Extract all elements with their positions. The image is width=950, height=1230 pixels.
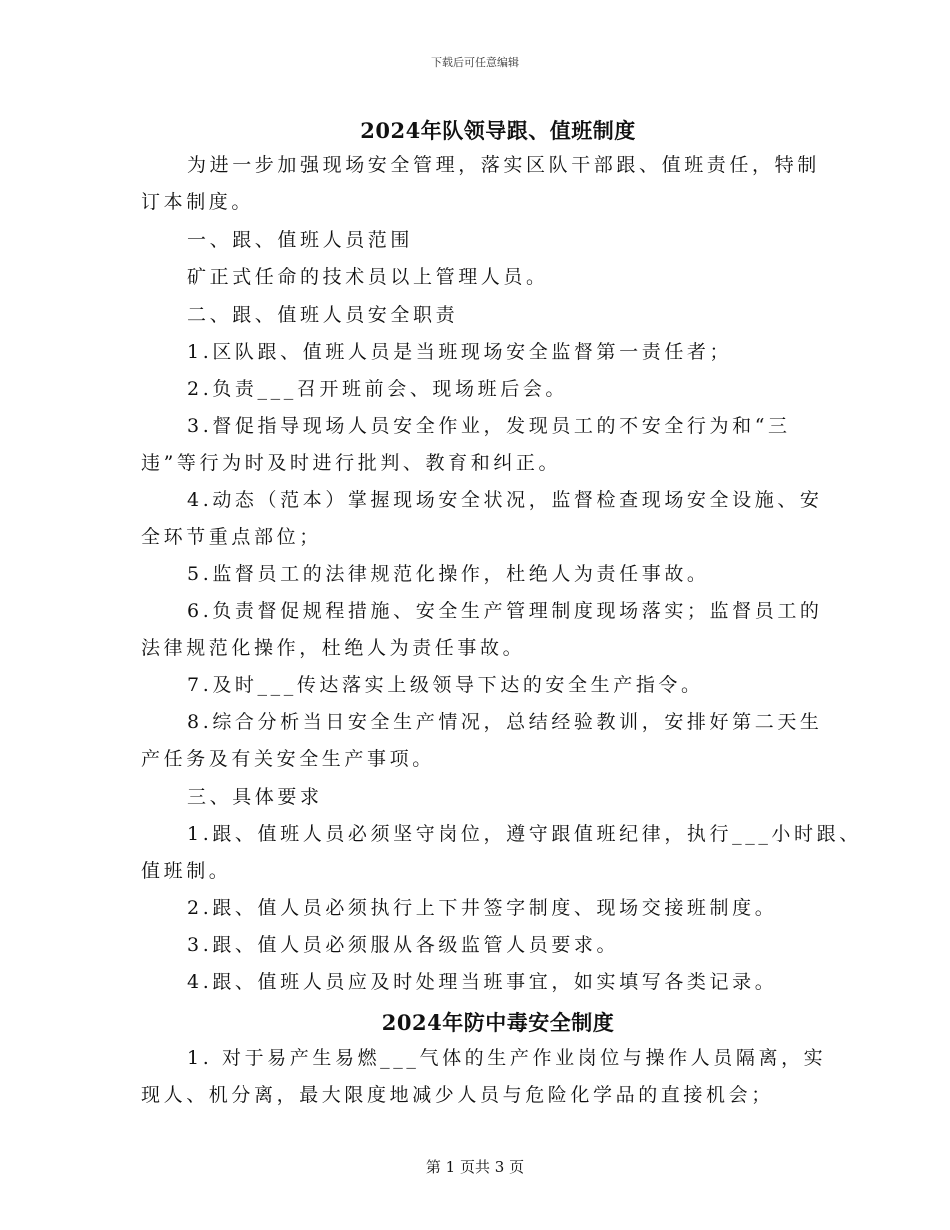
antipoison-item-1-line-1: 1. 对于易产生易燃___气体的生产作业岗位与操作人员隔离，实 (187, 1047, 827, 1069)
requirement-item-1-line-1: 1.跟、值班人员必须坚守岗位，遵守跟值班纪律，执行___小时跟、 (187, 823, 862, 845)
antipoison-item-1-line-2: 现人、机分离，最大限度地减少人员与危险化学品的直接机会； (141, 1084, 774, 1106)
duty-item-8-line-2: 产任务及有关安全生产事项。 (141, 748, 435, 770)
duty-item-4-line-2: 全环节重点部位； (141, 526, 322, 548)
duty-item-6-line-1: 6.负责督促规程措施、安全生产管理制度现场落实；监督员工的 (187, 600, 823, 622)
requirement-item-2: 2.跟、值人员必须执行上下井签字制度、现场交接班制度。 (187, 897, 778, 919)
duty-item-8-line-1: 8.综合分析当日安全生产情况，总结经验教训，安排好第二天生 (187, 711, 823, 733)
duty-item-2: 2.负责___召开班前会、现场班后会。 (187, 378, 569, 400)
intro-line-2: 订本制度。 (141, 191, 255, 213)
section-heading-duties: 二、跟、值班人员安全职责 (187, 304, 459, 326)
requirement-item-3: 3.跟、值人员必须服从各级监管人员要求。 (187, 934, 620, 956)
requirement-item-4: 4.跟、值班人员应及时处理当班事宜，如实填写各类记录。 (187, 971, 778, 993)
second-document-title: 2024年防中毒安全制度 (381, 1010, 615, 1035)
document-title: 2024年队领导跟、值班制度 (360, 118, 636, 143)
duty-item-3-line-1: 3.督促指导现场人员安全作业，发现员工的不安全行为和“三 (187, 415, 791, 437)
duty-item-3-line-2: 违”等行为时及时进行批判、教育和纠正。 (141, 452, 562, 474)
duty-item-1: 1.区队跟、值班人员是当班现场安全监督第一责任者； (187, 341, 733, 363)
section-heading-scope: 一、跟、值班人员范围 (187, 229, 414, 251)
requirement-item-1-line-2: 值班制。 (141, 860, 232, 882)
section-heading-requirements: 三、具体要求 (187, 786, 323, 808)
duty-item-4-line-1: 4.动态（范本）掌握现场安全状况，监督检查现场安全设施、安 (187, 489, 823, 511)
intro-line-1: 为进一步加强现场安全管理，落实区队干部跟、值班责任，特制 (187, 154, 820, 176)
duty-item-6-line-2: 法律规范化操作，杜绝人为责任事故。 (141, 637, 526, 659)
scope-text: 矿正式任命的技术员以上管理人员。 (187, 266, 549, 288)
duty-item-7: 7.及时___传达落实上级领导下达的安全生产指令。 (187, 674, 704, 696)
header-note: 下载后可任意编辑 (431, 56, 519, 69)
page-footer: 第 1 页共 3 页 (425, 1158, 525, 1176)
duty-item-5: 5.监督员工的法律规范化操作，杜绝人为责任事故。 (187, 563, 710, 585)
